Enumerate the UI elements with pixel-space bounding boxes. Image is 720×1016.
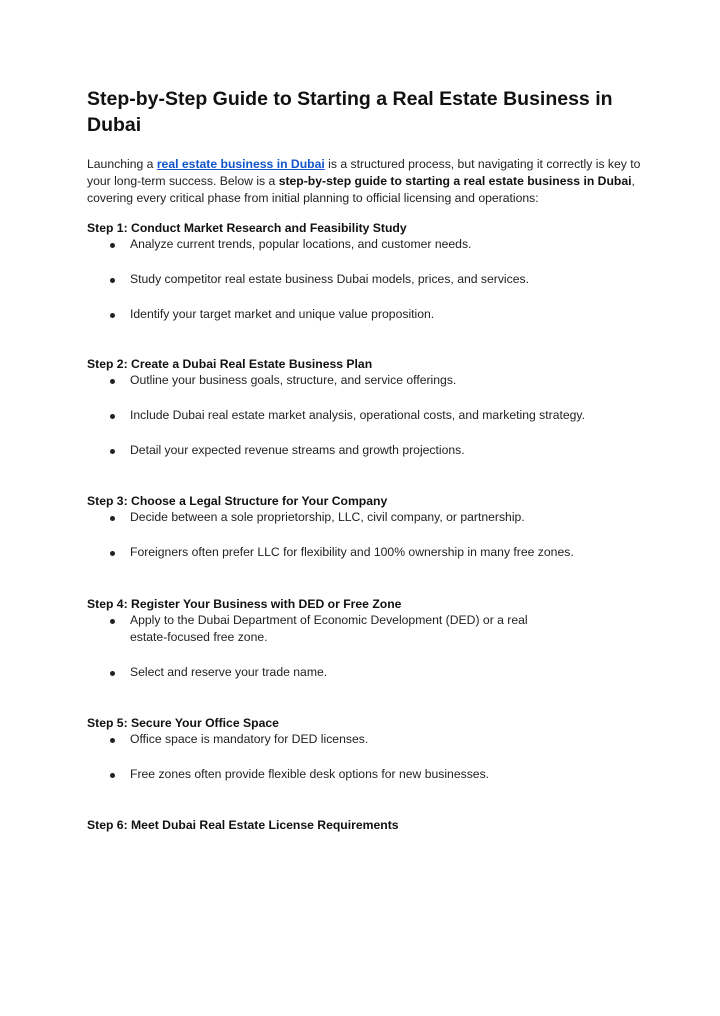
list-item (87, 306, 647, 323)
list-item (87, 731, 647, 748)
bullet-icon (110, 671, 115, 676)
list-item-text: Identify your target market and unique value proposition. (130, 307, 435, 321)
list-item-text: Outline your business goals, structure, and service offerings. (130, 373, 457, 387)
intro-text-3: , covering every critical phase from initial planning to official licensing and operations: (87, 174, 635, 205)
bullet-icon (110, 619, 115, 624)
list-item (87, 271, 647, 288)
intro-bold-text: step-by-step guide to starting a real estate business in Dubai (278, 174, 632, 188)
list-item (87, 372, 647, 389)
bullet-icon (110, 243, 115, 248)
list-item (87, 612, 647, 646)
bullet-icon (110, 414, 115, 419)
step-5-list (87, 731, 647, 783)
document-page (87, 86, 647, 833)
bullet-icon (110, 773, 115, 778)
list-item (87, 766, 647, 783)
bullet-icon (110, 551, 115, 556)
step-6-heading: Step 6: Meet Dubai Real Estate License Requirements (87, 818, 399, 832)
list-item-text: Include Dubai real estate market analysis, operational costs, and marketing strategy. (130, 408, 586, 422)
real-estate-business-link[interactable]: real estate business in Dubai (156, 157, 325, 171)
intro-paragraph (87, 156, 647, 207)
list-item (87, 509, 647, 526)
bullet-icon (110, 449, 115, 454)
list-item-text: Office space is mandatory for DED licenses. (130, 732, 369, 746)
list-item (87, 407, 647, 424)
step-3-list (87, 509, 647, 561)
list-item (87, 544, 647, 561)
step-1-heading: Step 1: Conduct Market Research and Feasibility Study (87, 221, 407, 235)
bullet-icon (110, 313, 115, 318)
intro-text-1: Launching a (87, 157, 157, 171)
bullet-icon (110, 738, 115, 743)
list-item-text: Detail your expected revenue streams and growth projections. (130, 443, 465, 457)
step-3-heading: Step 3: Choose a Legal Structure for Your Company (87, 494, 388, 508)
step-4-list (87, 612, 647, 681)
list-item-text: Decide between a sole proprietorship, LLC, civil company, or partnership. (130, 510, 525, 524)
bullet-icon (110, 516, 115, 521)
bullet-icon (110, 379, 115, 384)
list-item-text: Free zones often provide flexible desk options for new businesses. (130, 767, 490, 781)
step-2-heading: Step 2: Create a Dubai Real Estate Business Plan (87, 357, 373, 371)
page-title: Step-by-Step Guide to Starting a Real Estate Business in Dubai (87, 88, 613, 136)
step-4-heading: Step 4: Register Your Business with DED or Free Zone (87, 597, 402, 611)
list-item-text: Select and reserve your trade name. (130, 665, 328, 679)
step-1-list (87, 236, 647, 323)
list-item (87, 442, 647, 459)
list-item-text: Study competitor real estate business Dubai models, prices, and services. (130, 272, 529, 286)
list-item-text: Analyze current trends, popular locations, and customer needs. (130, 237, 472, 251)
list-item-text: Apply to the Dubai Department of Economic Development (DED) or a real estate-focused free zone. (130, 613, 528, 644)
list-item-text: Foreigners often prefer LLC for flexibility and 100% ownership in many free zones. (130, 545, 574, 559)
bullet-icon (110, 278, 115, 283)
list-item (87, 236, 647, 253)
step-2-list (87, 372, 647, 459)
intro-text-2: is a structured process, but navigating it correctly is key to your long-term success. Below is a (87, 157, 641, 188)
list-item (87, 664, 647, 681)
step-5-heading: Step 5: Secure Your Office Space (87, 716, 279, 730)
